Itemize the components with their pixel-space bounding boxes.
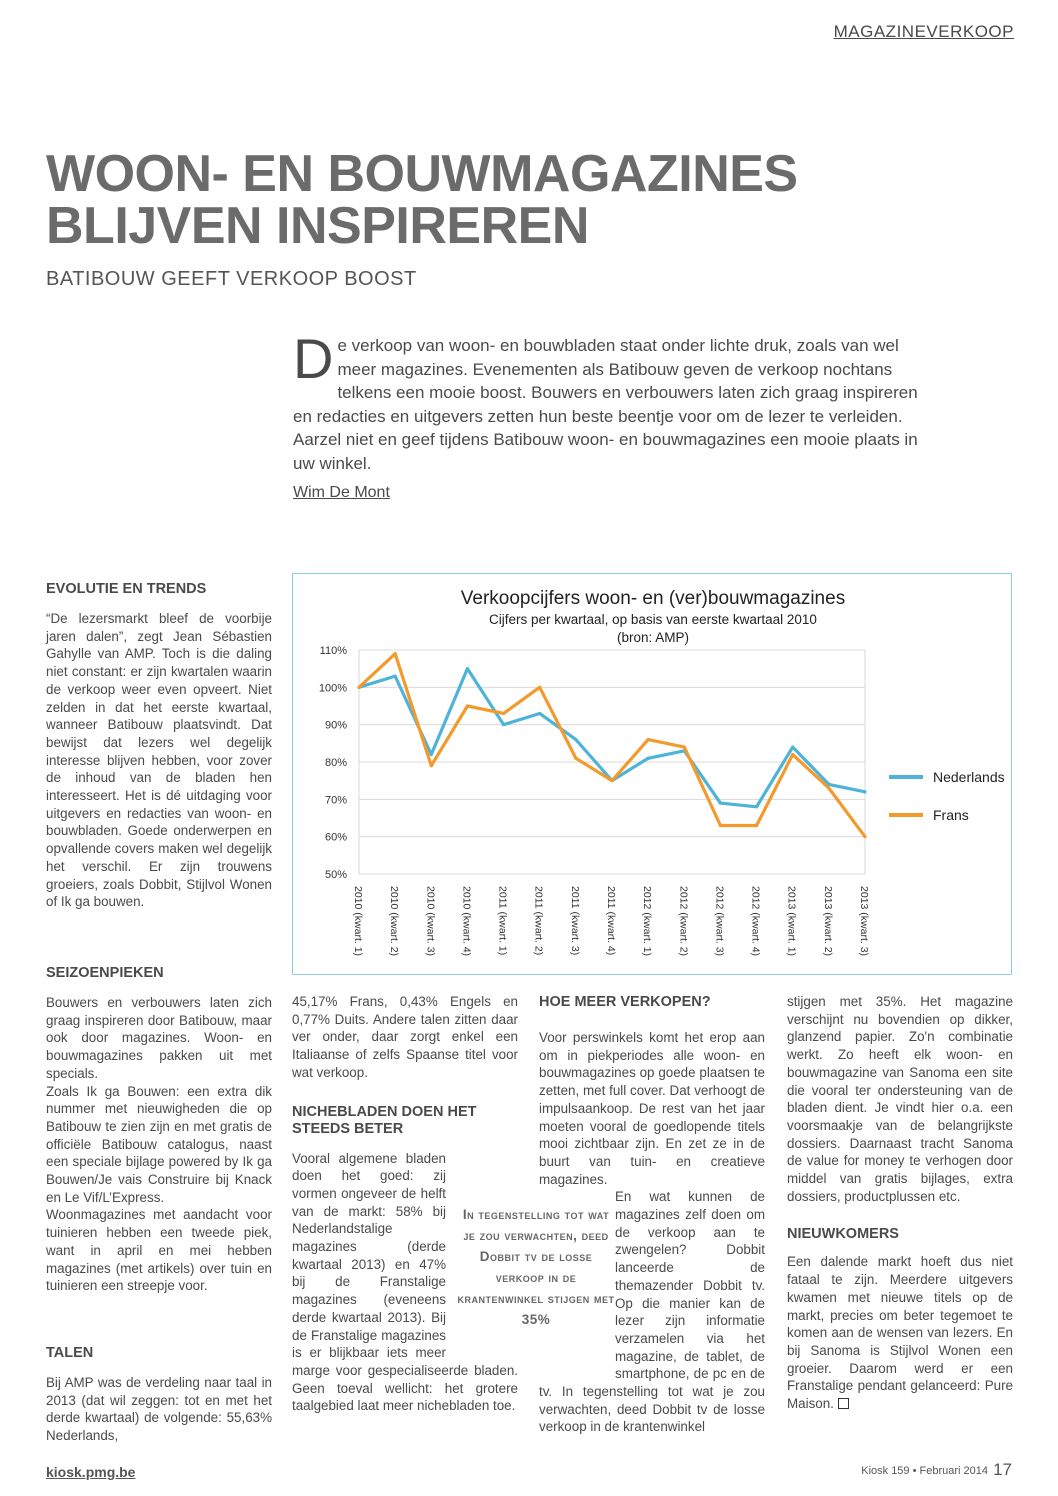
- y-tick-label: 50%: [324, 869, 347, 881]
- data-point-frans: [683, 745, 686, 748]
- article-subtitle: BATIBOUW GEEFT VERKOOP BOOST: [46, 268, 417, 290]
- page-number: 17: [993, 1460, 1012, 1479]
- chart-subtitle-1: Cijfers per kwartaal, op basis van eerste kwartaal 2010: [489, 612, 817, 627]
- heading-evolutie: EVOLUTIE EN TRENDS: [46, 581, 207, 597]
- data-point-nederlands: [538, 712, 541, 715]
- data-point-frans: [502, 712, 505, 715]
- paragraph-verkopen-2-text: En wat kunnen de magazines zelf doen om de verkoop aan te zwengelen? Dobbit lanceerde de themazender Dobbit tv. Op die manier kan de lezer zijn informatie verzamelen via het magazine, de tablet, de smartphone, de pc en de tv. In tegenstelling tot wat je zou verwachten, deed Dobbit tv de losse verkoop in de krantenwinkel: [539, 1189, 765, 1435]
- data-point-frans: [574, 757, 577, 760]
- x-tick-label: 2010 (kwart. 2): [388, 886, 401, 957]
- paragraph-talen: Bij AMP was de verdeling naar taal in 2013 (dat wil zeggen: tot en met het derde kwartaal) de volgende: 55,63% Nederlands,: [46, 1375, 272, 1444]
- data-point-frans: [538, 686, 541, 689]
- data-point-nederlands: [647, 757, 650, 760]
- y-tick-label: 70%: [324, 794, 347, 807]
- x-tick-label: 2013 (kwart. 1): [785, 886, 798, 957]
- article-title: [46, 145, 946, 255]
- data-point-nederlands: [719, 801, 722, 804]
- chart-subtitle-2: (bron: AMP): [616, 630, 690, 645]
- column-4: [787, 993, 1013, 1413]
- data-point-nederlands: [394, 675, 397, 678]
- data-point-frans: [430, 764, 433, 767]
- data-point-nederlands: [863, 790, 866, 793]
- data-point-frans: [755, 824, 758, 827]
- pullquote-spacer-left: [539, 1188, 615, 1366]
- heading-seizoenpieken: SEIZOENPIEKEN: [46, 965, 164, 981]
- x-tick-label: 2010 (kwart. 3): [424, 886, 437, 957]
- x-tick-label: 2013 (kwart. 2): [821, 886, 834, 957]
- column-1b: [46, 964, 272, 1295]
- data-point-nederlands: [430, 753, 433, 756]
- y-tick-label: 80%: [324, 757, 347, 769]
- chart-title: Verkoopcijfers woon- en (ver)bouwmagazines: [460, 588, 846, 609]
- x-tick-label: 2011 (kwart. 3): [568, 886, 581, 956]
- intro-text: e verkoop van woon- en bouwbladen staat onder lichte druk, zoals van wel meer magazines. Evenementen als Batibouw geven de verkoop nochtans telkens een mooie boost. Bouwers en verbouwers laten zich graag inspireren en redacties en uitgevers zetten hun beste beentje voor om de lezer te verleiden. Aarzel niet en geef tijdens Batibouw woon- en bouwmagazines een mooie plaats in uw winkel.: [293, 336, 918, 473]
- data-point-frans: [466, 704, 469, 707]
- data-point-nederlands: [466, 667, 469, 670]
- data-point-frans: [791, 753, 794, 756]
- x-tick-label: 2012 (kwart. 1): [641, 886, 654, 957]
- x-tick-label: 2011 (kwart. 2): [532, 886, 545, 956]
- data-point-frans: [719, 824, 722, 827]
- x-tick-label: 2012 (kwart. 4): [749, 886, 762, 957]
- legend-label-nederlands: Nederlands: [933, 769, 1005, 785]
- x-tick-label: 2010 (kwart. 1): [352, 886, 364, 957]
- drop-cap: D: [293, 327, 334, 390]
- y-tick-label: 110%: [319, 645, 347, 657]
- paragraph-nieuwkomers: [787, 1253, 1013, 1412]
- x-tick-label: 2010 (kwart. 4): [460, 886, 473, 957]
- paragraph-seizoenpieken-2: Zoals Ik ga Bouwen: een extra dik nummer met nieuwigheden die op Batibouw te zien zijn en met gratis de officiële Batibouw catalogus, naast een speciale bijlage powered by Ik ga Bouwen/Je vais Construire bij Knack en Le Vif/L’Express.: [46, 1083, 272, 1205]
- paragraph-talen-vervolg: 45,17% Frans, 0,43% Engels en 0,77% Duits. Andere talen zitten daar ver onder, daar zorgt enkel een Italiaanse of zelfs Spaanse titel voor wat verkoop.: [292, 994, 518, 1080]
- heading-nieuwkomers: NIEUWKOMERS: [787, 1226, 899, 1243]
- column-1c: [46, 1344, 272, 1445]
- footer-issue: Kiosk 159 • Februari 2014: [861, 1465, 988, 1477]
- data-point-frans: [394, 652, 397, 655]
- paragraph-seizoenpieken-1: Bouwers en verbouwers laten zich graag inspireren door Batibouw, maar ook door magazines. Woon- en bouwmagazines pakken uit met specials.: [46, 995, 272, 1081]
- section-label: MAGAZINEVERKOOP: [833, 22, 1014, 41]
- end-mark-icon: [838, 1398, 849, 1409]
- x-tick-label: 2013 (kwart. 3): [858, 886, 870, 957]
- intro-paragraph: [293, 327, 933, 475]
- sales-chart: [292, 573, 1012, 975]
- series-line-nederlands: [359, 669, 865, 807]
- paragraph-verkopen-2: [539, 1188, 765, 1436]
- data-point-frans: [647, 738, 650, 741]
- data-point-nederlands: [574, 738, 577, 741]
- y-tick-label: 100%: [318, 682, 347, 695]
- x-tick-label: 2012 (kwart. 3): [713, 886, 726, 957]
- y-tick-label: 60%: [324, 831, 347, 844]
- paragraph-seizoenpieken-3: Woonmagazines met aandacht voor tuinieren hebben een tweede piek, want in april en mei hebben magazines (met artikels) over tuin en tuinieren een streepje voor.: [46, 1207, 272, 1294]
- title-line-1: WOON- EN BOUWMAGAZINES: [46, 145, 798, 203]
- paragraph-nieuwkomers-text: Een dalende markt hoeft dus niet fataal te zijn. Meerdere uitgevers kwamen met nieuwe titels op de markt, precies om beter tegemoet te komen aan de wensen van lezers. En bij Sanoma is Stijlvol Wonen een groeier. Daarom werd er een Franstalige pendant gelanceerd: Pure Maison.: [787, 1254, 1013, 1412]
- x-tick-label: 2011 (kwart. 1): [496, 886, 509, 956]
- title-line-2: BLIJVEN INSPIREREN: [46, 197, 589, 255]
- paragraph-verkopen-1: Voor perswinkels komt het erop aan om in piekperiodes alle woon- en bouwmagazines op goede plaatsen te zetten, met full cover. Dat verhoogt de impulsaankoop. De rest van het jaar moeten vooral de goedlopende titels mooi zichtbaar zijn. En zet ze in de buurt van tuin- en creatieve magazines.: [539, 1030, 765, 1187]
- data-point-nederlands: [755, 805, 758, 808]
- data-point-frans: [357, 686, 360, 689]
- data-point-frans: [827, 787, 830, 790]
- legend-label-frans: Frans: [933, 807, 969, 823]
- data-point-nederlands: [502, 723, 505, 726]
- paragraph-sanoma: stijgen met 35%. Het magazine verschijnt nu bovendien op dikker, glanzend papier. Zo'n combinatie werkt. Zo heeft elk woon- en bouwmagazine van Sanoma een site die vooral ter ondersteuning van de bladen dient. Je vindt hier o.a. een voorsmaakje van de belangrijkste dossiers. Daarnaast tracht Sanoma de value for money te verhogen door middel van gratis bijlages, extra dossiers, productplussen etc.: [787, 994, 1013, 1204]
- x-tick-label: 2011 (kwart. 4): [605, 886, 617, 956]
- data-point-frans: [610, 779, 613, 782]
- heading-verkopen: HOE MEER VERKOPEN?: [539, 994, 711, 1010]
- heading-nichebladen: NICHEBLADEN DOEN HET STEEDS BETER: [292, 1103, 477, 1137]
- data-point-frans: [863, 835, 866, 838]
- paragraph-nichebladen-text: Vooral algemene bladen doen het goed: zij vormen ongeveer de helft van de markt: 58% bij Nederlandstalige magazines (derde kwartaal 2013) en 47% bij de Franstalige magazines (eveneens derde kwartaal 2013). Bij de Franstalige magazines is er blijkbaar iets meer marge voor gespecialiseerde bladen. Geen toeval wellicht: het grotere taalgebied laat meer nichebladen toe.: [292, 1150, 518, 1414]
- author-link[interactable]: Wim De Mont: [293, 484, 390, 501]
- y-tick-label: 90%: [324, 719, 347, 732]
- x-tick-label: 2012 (kwart. 2): [677, 886, 690, 957]
- paragraph-evolutie: “De lezersmarkt bleef de voorbije jaren dalen”, zegt Jean Sébastien Gahylle van AMP. Toch is die daling niet constant: er zijn kwartalen waarin de verkoop weer even opveert. Niet zelden in dat het eerste kwartaal, wanneer Batibouw plaatsvindt. Dat bewijst dat lezers wel degelijk interesse blijven hebben, voor zover de inhoud van de bladen hen interesseert. Het is dé uitdaging voor uitgevers en redacties van woon- en bouwbladen. Goede onderwerpen en opvallende covers maken wel degelijk het verschil. Er zijn trouwens groeiers, zoals Dobbit, Stijlvol Wonen of Ik ga bouwen.: [46, 611, 272, 910]
- column-3: [539, 993, 765, 1436]
- data-point-nederlands: [791, 745, 794, 748]
- footer-url-link[interactable]: kiosk.pmg.be: [46, 1464, 136, 1480]
- chart-svg: [293, 574, 1011, 974]
- heading-talen: TALEN: [46, 1345, 94, 1361]
- pull-quote: In tegenstelling tot wat je zou verwachten, deed Dobbit tv de losse verkoop in de krantenwinkel stijgen met 35%: [457, 1207, 615, 1327]
- column-1: [46, 580, 272, 911]
